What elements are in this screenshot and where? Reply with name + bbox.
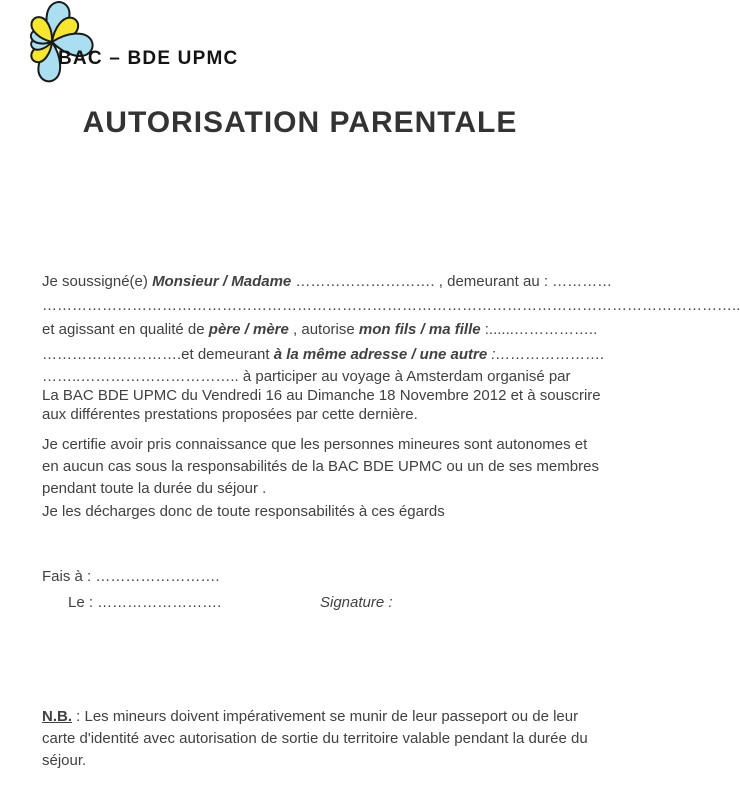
text-run: Je soussigné(e)	[42, 273, 153, 290]
date-line: Le : …………………….	[68, 594, 222, 611]
choice-fils-fille: mon fils / ma fille	[358, 321, 481, 338]
dotted-blank-address: …………………………………………………………………………………………………………………………..	[42, 297, 740, 314]
form-line-identity	[42, 271, 613, 292]
text-run: : Les mineurs doivent impérativement se munir de leur passeport ou de leur	[72, 708, 579, 725]
nb-label: N.B.	[42, 708, 72, 725]
certify-line-2: en aucun cas sous la responsabilités de la BAC BDE UPMC ou un de ses membres	[42, 458, 599, 475]
dotted-blank: ……………………….et demeurant	[42, 346, 274, 363]
dotted-blank: :………………….	[487, 346, 605, 363]
place-line: Fais à : …………………….	[42, 568, 220, 585]
choice-monsieur-madame: Monsieur / Madame	[152, 273, 292, 290]
signature-label: Signature :	[320, 594, 393, 611]
certify-line-1: Je certifie avoir pris connaissance que les personnes mineures sont autonomes et	[42, 436, 588, 453]
text-run: , autorise	[288, 321, 359, 338]
certify-line-3: pendant toute la durée du séjour .	[42, 480, 267, 497]
flower-petals	[28, 0, 94, 82]
page-title: AUTORISATION PARENTALE	[82, 106, 518, 139]
form-line-quality	[42, 319, 598, 340]
nb-line-1	[42, 706, 579, 727]
logo-text: BAC – BDE UPMC	[58, 48, 239, 69]
choice-meme-adresse-autre: à la même adresse / une autre	[273, 346, 488, 363]
dotted-blank-child-name: :......……………..	[480, 321, 598, 338]
form-line-residence	[42, 344, 605, 365]
choice-pere-mere: père / mère	[208, 321, 289, 338]
nb-line-2: carte d'identité avec autorisation de sortie du territoire valable pendant la durée du	[42, 730, 588, 747]
flower-logo-icon	[22, 0, 104, 86]
form-line-trip-dates: La BAC BDE UPMC du Vendredi 16 au Dimanche 18 Novembre 2012 et à souscrire	[42, 387, 601, 404]
dotted-blank-name: ………………………. , demeurant au : …………	[291, 273, 613, 290]
form-line-trip-intro: ……..………………………….. à participer au voyage à Amsterdam organisé par	[42, 368, 571, 385]
text-run: et agissant en qualité de	[42, 321, 209, 338]
discharge-line: Je les décharges donc de toute responsabilités à ces égards	[42, 503, 445, 520]
form-line-trip-end: aux différentes prestations proposées par cette dernière.	[42, 406, 418, 423]
nb-line-3: séjour.	[42, 752, 87, 769]
